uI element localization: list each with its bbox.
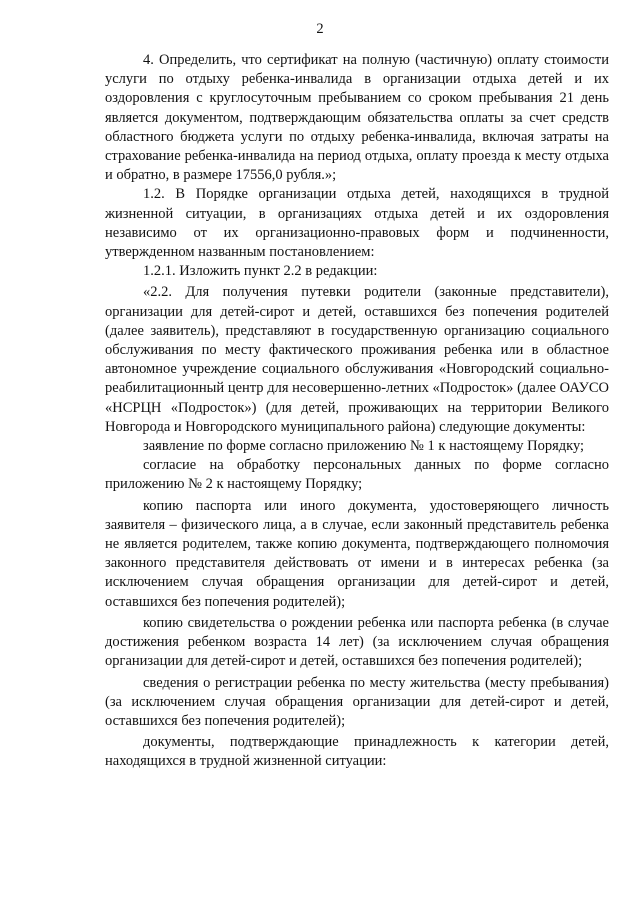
list-item-passport-copy: копию паспорта или иного документа, удостоверяющего личность заявителя – физического лица, а в случае, если законный представитель ребенка не является родителем, также копию документа, подтверждающего полномочия законного представителя действовать от имени и в интересах ребенка (за исключением случая обращения организации для детей-сирот и детей, оставшихся без попечения родителей); [105, 497, 609, 610]
list-item-consent: согласие на обработку персональных данных по форме согласно приложению № 2 к настоящему Порядку; [105, 457, 609, 493]
list-item-registration: сведения о регистрации ребенка по месту жительства (месту пребывания) (за исключением случая обращения организации для детей-сирот и детей, оставшихся без попечения родителей); [105, 674, 609, 729]
paragraph-1-2-1-amend: 1.2.1. Изложить пункт 2.2 в редакции: [143, 263, 378, 280]
list-item-application: заявление по форме согласно приложению № 1 к настоящему Порядку; [143, 438, 585, 455]
document-body [105, 51, 609, 772]
list-item-category-documents: документы, подтверждающие принадлежность к категории детей, находящихся в трудной жизненной ситуации: [105, 734, 609, 770]
page-number: 2 [316, 21, 324, 37]
list-item-birth-certificate: копию свидетельства о рождении ребенка или паспорта ребенка (в случае достижения ребенком возраста 14 лет) (за исключением случая обращения организации для детей-сирот и детей, оставшихся без попечения родителей); [105, 614, 609, 670]
paragraph-item-4-certificate: 4. Определить, что сертификат на полную (частичную) оплату стоимости услуги по отдыху ребенка-инвалида в организации отдыха детей и их оздоровления с круглосуточным пребыванием со сроком пребывания 21 день является документом, подтверждающим обязательства оплаты за счет средств областного бюджета услуги по отдыху ребенка-инвалида, включая затраты на страхование ребенка-инвалида на период отдыха, оплату проезда к месту отдыха и обратно, в размере 17556,0 рубля.»; [105, 52, 609, 184]
paragraph-1-2-procedure: 1.2. В Порядке организации отдыха детей, находящихся в трудной жизненной ситуации, в организациях отдыха детей и их оздоровления независимо от их организационно-правовых форм и подчиненности, утвержденном названным постановлением: [105, 186, 609, 261]
paragraph-2-2-documents: «2.2. Для получения путевки родители (законные представители), организации для детей-сирот и детей, оставшихся без попечения родителей (далее заявитель), представляют в государственную организацию социального обслуживания по месту фактического проживания ребенка или в областное автономное учреждение социального обслуживания «Новгородский социально-реабилитационный центр для несовершенно-летних «Подросток» (далее ОАУСО «НСРЦН «Подросток») (для детей, проживающих на территории Великого Новгорода и Новгородского муниципального района) следующие документы: [105, 284, 609, 435]
